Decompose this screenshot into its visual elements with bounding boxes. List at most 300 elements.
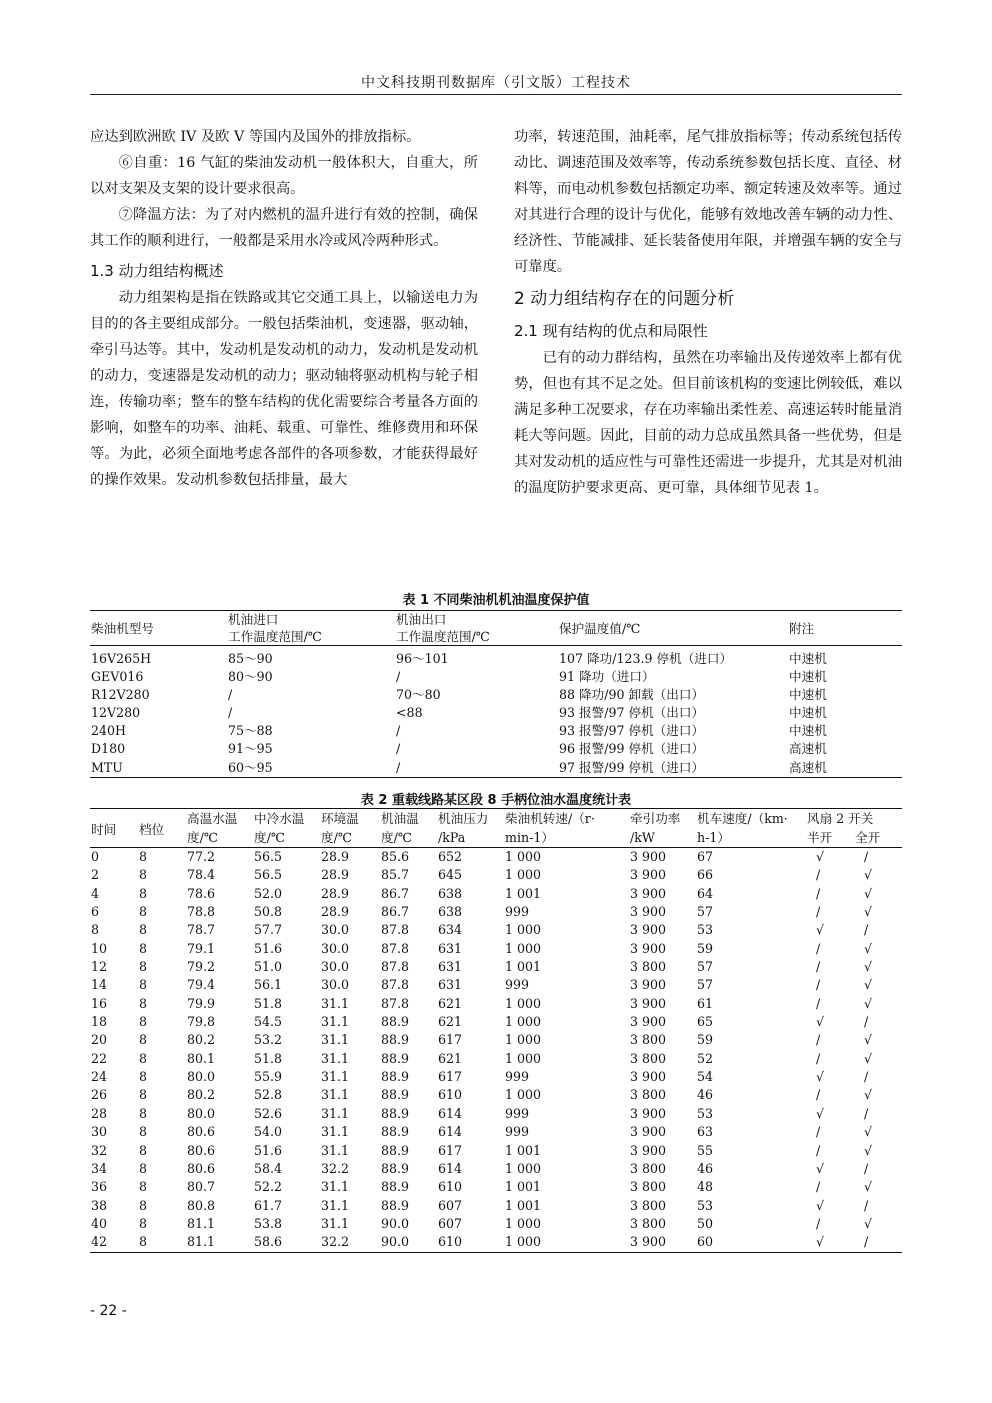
table-cell: 81.1	[187, 1215, 216, 1231]
table-cell: 638	[438, 885, 463, 901]
table-cell: 30.0	[321, 922, 350, 938]
table-cell: 53	[697, 1197, 714, 1213]
table-row	[90, 866, 902, 884]
table-cell: 8	[138, 1233, 186, 1252]
table-cell: 30.0	[321, 977, 350, 993]
table-cell: 51.8	[254, 1050, 283, 1066]
table-cell: 75～88	[228, 723, 273, 739]
header-cell: 度/℃	[320, 828, 380, 848]
table-cell: 8	[139, 1105, 148, 1121]
table-cell: 60	[696, 1233, 806, 1252]
table-cell: 91～95	[228, 741, 273, 757]
table-cell: 3 900	[630, 977, 667, 993]
table-cell: 3 800	[630, 1215, 667, 1231]
table-cell: 79.1	[187, 940, 216, 956]
table-cell: √	[864, 1050, 873, 1066]
table-cell: 88.9	[381, 1069, 410, 1085]
table-cell: 31.1	[321, 1050, 350, 1066]
table-cell: 70～80	[396, 687, 441, 703]
table-row	[90, 722, 902, 740]
table-cell: 31.1	[321, 1124, 350, 1140]
table-cell: √	[864, 1087, 873, 1103]
table-row	[90, 848, 902, 867]
table-cell: 32	[91, 1142, 108, 1158]
table-cell: 3 900	[630, 1142, 667, 1158]
section-heading: 1.3 动力组结构概述	[90, 262, 224, 280]
table-cell: 8	[139, 904, 148, 920]
table-cell: 999	[505, 977, 530, 993]
table-cell: 52.2	[254, 1179, 283, 1195]
table-cell: 51.6	[254, 940, 283, 956]
table-cell: /	[816, 995, 821, 1011]
table-cell: 8	[139, 1142, 148, 1158]
table-cell: 54	[697, 1069, 714, 1085]
table-cell: 28	[91, 1105, 108, 1121]
table-cell: 617	[438, 1069, 463, 1085]
table-cell: D180	[91, 741, 126, 757]
table-cell: R12V280	[91, 687, 150, 703]
table-cell: 80～90	[228, 669, 273, 685]
table-cell: 1 001	[505, 885, 542, 901]
table-cell: 中速机	[789, 723, 827, 739]
header-cell: 工作温度范围/℃	[395, 628, 558, 646]
table-cell: 18	[91, 1014, 108, 1030]
table-cell: 85.6	[381, 849, 410, 864]
table-cell: 631	[438, 977, 463, 993]
table-cell: 3 900	[630, 1105, 667, 1121]
left-column	[90, 124, 478, 493]
table-cell: 3 900	[630, 1069, 667, 1085]
table-cell: 1 000	[505, 867, 542, 883]
table-cell: 78.8	[187, 904, 216, 920]
table-cell: 610	[438, 1179, 463, 1195]
table-cell: 3 800	[630, 1087, 667, 1103]
table-cell: 79.9	[187, 995, 216, 1011]
table-cell: 14	[91, 977, 108, 993]
table-cell: /	[395, 759, 558, 778]
table-cell: 20	[91, 1032, 108, 1048]
table-cell: 6	[91, 904, 100, 920]
header-cell: 机油进口	[227, 611, 395, 629]
table-cell: 52.0	[254, 885, 283, 901]
paragraph: 已有的动力群结构，虽然在功率输出及传递效率上都有优势，但也有其不足之处。但目前该机构的变速比例较低，难以满足多种工况要求，存在功率输出柔性差、高速运转时能量消耗大等问题。因此，目前的动力总成虽然具备一些优势，但是其对发动机的适应性与可靠性还需进一步提升，尤其是对机油的温度防护要求更高、更可靠，具体细节见表 1。	[514, 350, 902, 496]
table-cell: 3 800	[630, 1032, 667, 1048]
table-cell: 55	[697, 1142, 714, 1158]
table-cell: 614	[438, 1105, 463, 1121]
table-cell: /	[816, 1032, 821, 1048]
table-cell: /	[816, 885, 821, 901]
table-cell: 8	[139, 940, 148, 956]
table-cell: 59	[697, 1032, 714, 1048]
table1-caption: 表 1 不同柴油机机油温度保护值	[402, 593, 590, 608]
table-cell: 31.1	[321, 1069, 350, 1085]
table-cell: √	[816, 922, 825, 938]
header-cell: 环境温	[320, 809, 380, 829]
table-cell: 88.9	[381, 1179, 410, 1195]
table-cell: 2	[91, 867, 100, 883]
table-cell: 67	[697, 849, 714, 864]
table1	[90, 610, 902, 778]
table-row	[90, 646, 902, 669]
table-cell: 中速机	[789, 687, 827, 703]
table-cell: 1 001	[505, 959, 542, 975]
table-cell: /	[396, 741, 401, 757]
table-cell: 38	[91, 1197, 108, 1213]
table-cell: 1 000	[505, 995, 542, 1011]
header-cell: min-1）	[504, 828, 629, 848]
table-cell: 88.9	[381, 1160, 410, 1176]
table-cell: 999	[505, 1069, 530, 1085]
table-cell: 57	[697, 904, 714, 920]
header-cell: 度/℃	[186, 828, 253, 848]
table-row	[90, 958, 902, 976]
table-cell: /	[816, 1142, 821, 1158]
table-cell: 59	[697, 940, 714, 956]
table-cell: 1 000	[505, 1050, 542, 1066]
table-cell: 610	[437, 1233, 504, 1252]
table-cell: 28.9	[321, 849, 350, 864]
table-cell: 93 报警/97 停机（出口）	[559, 705, 705, 721]
table-cell: 80.0	[187, 1069, 216, 1085]
journal-header: 中文科技期刊数据库（引文版）工程技术	[361, 75, 631, 91]
table-row	[90, 1160, 902, 1178]
table-cell: 88.9	[381, 1197, 410, 1213]
table-cell: 607	[438, 1197, 463, 1213]
table-cell: 28.9	[321, 904, 350, 920]
table-cell: 621	[438, 1014, 463, 1030]
table-cell: 48	[697, 1179, 714, 1195]
table-cell: 3 900	[630, 940, 667, 956]
table2-caption: 表 2 重载线路某区段 8 手柄位油水温度统计表	[360, 793, 632, 808]
table-cell: 645	[438, 867, 463, 883]
table-cell: 8	[139, 1069, 148, 1085]
table-cell: √	[816, 1105, 825, 1121]
table-cell: 240H	[91, 723, 127, 739]
table-cell: 50.8	[254, 904, 283, 920]
table-cell: /	[228, 687, 233, 703]
table-cell: 8	[139, 1197, 148, 1213]
table-row	[90, 1142, 902, 1160]
table-row	[90, 885, 902, 903]
table-cell: /	[228, 705, 233, 721]
table-cell: 77.2	[187, 849, 216, 864]
table-cell: 3 900	[630, 849, 667, 864]
table-cell: 88.9	[381, 1105, 410, 1121]
header-rule	[90, 94, 902, 95]
table-cell: 1 000	[505, 922, 542, 938]
table-cell: 96～101	[396, 651, 449, 666]
table-cell: /	[816, 1179, 821, 1195]
table-cell: 631	[438, 940, 463, 956]
table-cell: 55.9	[254, 1069, 283, 1085]
table-cell: 51.0	[254, 959, 283, 975]
table-cell: 8	[139, 959, 148, 975]
header-cell: 机油温	[380, 809, 437, 829]
table-cell: 3 900	[630, 1124, 667, 1140]
table-cell: √	[864, 885, 873, 901]
table-cell: 30.0	[321, 940, 350, 956]
table-cell: 107 降功/123.9 停机（进口）	[559, 651, 733, 666]
table-cell: 16V265H	[91, 651, 152, 666]
table-cell: 88.9	[381, 1050, 410, 1066]
table-cell: 88.9	[381, 1142, 410, 1158]
table-cell: 53.8	[254, 1215, 283, 1231]
table-cell: √	[816, 1197, 825, 1213]
table-cell: 8	[139, 977, 148, 993]
header-cell: 保护温度值/℃	[558, 620, 788, 638]
table-cell: 8	[139, 1087, 148, 1103]
table-cell: 58.4	[254, 1160, 283, 1176]
table-cell: 3 900	[630, 1014, 667, 1030]
table-cell: 87.8	[381, 940, 410, 956]
table-cell: /	[816, 977, 821, 993]
table-cell: 57	[697, 959, 714, 975]
table-cell: 78.7	[187, 922, 216, 938]
table-cell: 64	[697, 885, 714, 901]
table-cell: 53.2	[254, 1032, 283, 1048]
header-cell: 度/℃	[380, 828, 437, 848]
table-cell: 78.4	[187, 867, 216, 883]
table-cell: 614	[438, 1124, 463, 1140]
table-cell: 86.7	[381, 904, 410, 920]
table-cell: 52	[697, 1050, 714, 1066]
table-cell: 621	[438, 995, 463, 1011]
table-cell: /	[864, 1069, 869, 1085]
table-cell: /	[864, 1105, 869, 1121]
table-cell: 79.8	[187, 1014, 216, 1030]
table-cell: 8	[139, 1032, 148, 1048]
table-cell: 88.9	[381, 1124, 410, 1140]
table-cell: 61	[697, 995, 714, 1011]
table-cell: 54.5	[254, 1014, 283, 1030]
table-cell: 32.2	[321, 1160, 350, 1176]
table-row	[90, 940, 902, 958]
header-cell: 高温水温	[186, 809, 253, 829]
table-cell: 60～95	[227, 759, 395, 778]
table-cell: 31.1	[321, 1215, 350, 1231]
table-row	[90, 976, 902, 994]
table-cell: 81.1	[186, 1233, 253, 1252]
table-cell: 22	[91, 1050, 108, 1066]
table-cell: 80.7	[187, 1179, 216, 1195]
table-cell: /	[864, 922, 869, 938]
header-cell: 机油压力	[437, 809, 504, 829]
table-cell: 85～90	[228, 651, 273, 666]
table-cell: 30.0	[321, 959, 350, 975]
table-cell: 56.5	[254, 849, 283, 864]
table-cell: 88.9	[381, 1032, 410, 1048]
table-cell: 1 000	[505, 940, 542, 956]
header-cell: 附注	[788, 620, 902, 638]
table-cell: 90.0	[380, 1233, 437, 1252]
table-cell: /	[864, 1014, 869, 1030]
header-cell: 柴油机转速/（r·	[504, 809, 629, 829]
table-cell: /	[816, 959, 821, 975]
table-row	[90, 668, 902, 686]
table-cell: √	[806, 1233, 854, 1252]
table-cell: 1 000	[505, 1014, 542, 1030]
table-cell: 8	[91, 922, 100, 938]
table-cell: 87.8	[381, 959, 410, 975]
table-cell: /	[816, 867, 821, 883]
table-cell: 1 000	[505, 1032, 542, 1048]
table-cell: 1 000	[505, 1087, 542, 1103]
table-cell: 31.1	[321, 1142, 350, 1158]
table-cell: 3 900	[630, 922, 667, 938]
table-row	[90, 759, 902, 778]
header-cell: /kPa	[437, 828, 504, 848]
table-cell: √	[864, 995, 873, 1011]
table-cell: √	[816, 1160, 825, 1176]
paragraph: ⑦降温方法：为了对内燃机的温升进行有效的控制，确保其工作的顺利进行，一般都是采用水冷或风冷两种形式。	[90, 207, 478, 249]
table-cell: 52.6	[254, 1105, 283, 1121]
header-cell: 全开	[854, 828, 902, 848]
table-cell: 79.4	[187, 977, 216, 993]
table-cell: 8	[139, 995, 148, 1011]
table-cell: 1 001	[505, 1197, 542, 1213]
section-heading: 2 动力组结构存在的问题分析	[514, 289, 735, 309]
table-row	[90, 704, 902, 722]
table-cell: √	[864, 1124, 873, 1140]
table-cell: 621	[438, 1050, 463, 1066]
paragraph: 动力组架构是指在铁路或其它交通工具上，以输送电力为目的的各主要组成部分。一般包括柴油机，变速器，驱动轴，牵引马达等。其中，发动机是发动机的动力，发动机是发动机的动力，变速器是发动机的动力；驱动轴将驱动机构与轮子相连，传输功率；整车的整车结构的优化需要综合考量各方面的影响，如整车的功率、油耗、载重、可靠性、维修费用和环保等。为此，必须全面地考虑各部件的各项参数，才能获得最好的操作效果。发动机参数包括排量，最大	[90, 290, 478, 488]
header-cell: 机油出口	[395, 611, 558, 629]
header-cell: 半开	[806, 828, 854, 848]
table-cell: 26	[91, 1087, 108, 1103]
table-cell: 中速机	[789, 669, 827, 685]
table-cell: /	[816, 1124, 821, 1140]
table-cell: 57.7	[254, 922, 283, 938]
table-row	[90, 1233, 902, 1252]
table-cell: 91 降功（进口）	[559, 669, 655, 685]
table-cell: 88 降功/90 卸载（出口）	[559, 687, 705, 703]
table-cell: 3 900	[630, 904, 667, 920]
table-cell: 0	[91, 849, 100, 864]
table-cell: 16	[91, 995, 108, 1011]
table-row	[90, 921, 902, 939]
table-cell: 42	[90, 1233, 138, 1252]
table-cell: /	[864, 1160, 869, 1176]
table-row	[90, 995, 902, 1013]
table-cell: 31.1	[321, 1105, 350, 1121]
table-cell: √	[864, 1032, 873, 1048]
table-cell: 3 900	[629, 1233, 696, 1252]
table-cell: /	[816, 1215, 821, 1231]
table-cell: 80.6	[187, 1124, 216, 1140]
table-cell: 1 001	[505, 1142, 542, 1158]
table-cell: 610	[438, 1087, 463, 1103]
table-cell: 97 报警/99 停机（进口）	[558, 759, 788, 778]
table-cell: √	[864, 1215, 873, 1231]
table-cell: 8	[139, 849, 148, 864]
table-cell: 4	[91, 885, 100, 901]
table-cell: 10	[91, 940, 108, 956]
table-cell: 50	[697, 1215, 714, 1231]
table-cell: 中速机	[789, 705, 827, 721]
table-cell: 31.1	[321, 1032, 350, 1048]
table-cell: /	[816, 1050, 821, 1066]
table-cell: 30	[91, 1124, 108, 1140]
table-cell: 652	[438, 849, 463, 864]
table-cell: 80.2	[187, 1087, 216, 1103]
table-cell: 8	[139, 1050, 148, 1066]
table-cell: 3 900	[630, 995, 667, 1011]
table-cell: 80.0	[187, 1105, 216, 1121]
table-cell: 86.7	[381, 885, 410, 901]
table-cell: 高速机	[789, 741, 827, 757]
table-cell: /	[816, 1087, 821, 1103]
table-cell: √	[864, 977, 873, 993]
table-cell: 614	[438, 1160, 463, 1176]
table-row	[90, 686, 902, 704]
paragraph: ⑥自重：16 气缸的柴油发动机一般体积大，自重大，所以对支架及支架的设计要求很高。	[90, 155, 478, 197]
table-row	[90, 1086, 902, 1104]
table-row	[90, 1068, 902, 1086]
table-cell: 1 001	[505, 1179, 542, 1195]
table-cell: 40	[91, 1215, 108, 1231]
table-cell: 32.2	[320, 1233, 380, 1252]
table-cell: /	[816, 940, 821, 956]
table-cell: 3 900	[630, 867, 667, 883]
table-cell: 31.1	[321, 1197, 350, 1213]
table-cell: <88	[396, 705, 423, 721]
table-cell: 46	[697, 1087, 714, 1103]
header-cell: 风扇 2 开关	[806, 809, 902, 829]
table-cell: 3 800	[630, 959, 667, 975]
table-cell: 87.8	[381, 995, 410, 1011]
table-cell: 31.1	[321, 1014, 350, 1030]
table-cell: 87.8	[381, 922, 410, 938]
header-cell: 机车速度/（km·	[696, 809, 806, 829]
table-cell: 8	[139, 867, 148, 883]
table-cell: 31.1	[321, 1179, 350, 1195]
table-cell: /	[864, 849, 869, 864]
table-cell: 1 000	[505, 1160, 542, 1176]
table-cell: 631	[438, 959, 463, 975]
table-cell: 607	[438, 1215, 463, 1231]
table-cell: /	[396, 723, 401, 739]
table-row	[90, 1050, 902, 1068]
table-cell: 1 000	[505, 1215, 542, 1231]
table-cell: 58.6	[253, 1233, 320, 1252]
table-cell: 617	[438, 1142, 463, 1158]
table-cell: 1 000	[504, 1233, 629, 1252]
table-row	[90, 1013, 902, 1031]
header-cell: /kW	[629, 828, 696, 848]
table-cell: GEV016	[91, 669, 144, 685]
table-cell: 87.8	[381, 977, 410, 993]
table-cell: 90.0	[381, 1215, 410, 1231]
header-cell: 档位	[138, 820, 186, 840]
table-cell: /	[816, 904, 821, 920]
table-cell: √	[864, 1142, 873, 1158]
table-cell: 8	[139, 1124, 148, 1140]
table-cell: 638	[438, 904, 463, 920]
table-cell: 79.2	[187, 959, 216, 975]
table-cell: 80.8	[187, 1197, 216, 1213]
table-cell: 3 800	[630, 1050, 667, 1066]
table-cell: 中速机	[789, 651, 827, 666]
table-cell: 56.5	[254, 867, 283, 883]
table-cell: √	[816, 849, 825, 864]
paragraph: 功率，转速范围，油耗率，尾气排放指标等；传动系统包括传动比、调速范围及效率等，传动系统参数包括长度、直径、材料等，而电动机参数包括额定功率、额定转速及效率等。通过对其进行合理的设计与优化，能够有效地改善车辆的动力性、经济性、节能减排、延长装备使用年限，并增强车辆的安全与可靠度。	[514, 129, 902, 275]
table-cell: 8	[139, 1160, 148, 1176]
table-cell: 51.8	[254, 995, 283, 1011]
page-number: - 22 -	[90, 1303, 127, 1319]
table-cell: 634	[438, 922, 463, 938]
table-cell: 28.9	[321, 885, 350, 901]
table-cell: 8	[139, 1215, 148, 1231]
